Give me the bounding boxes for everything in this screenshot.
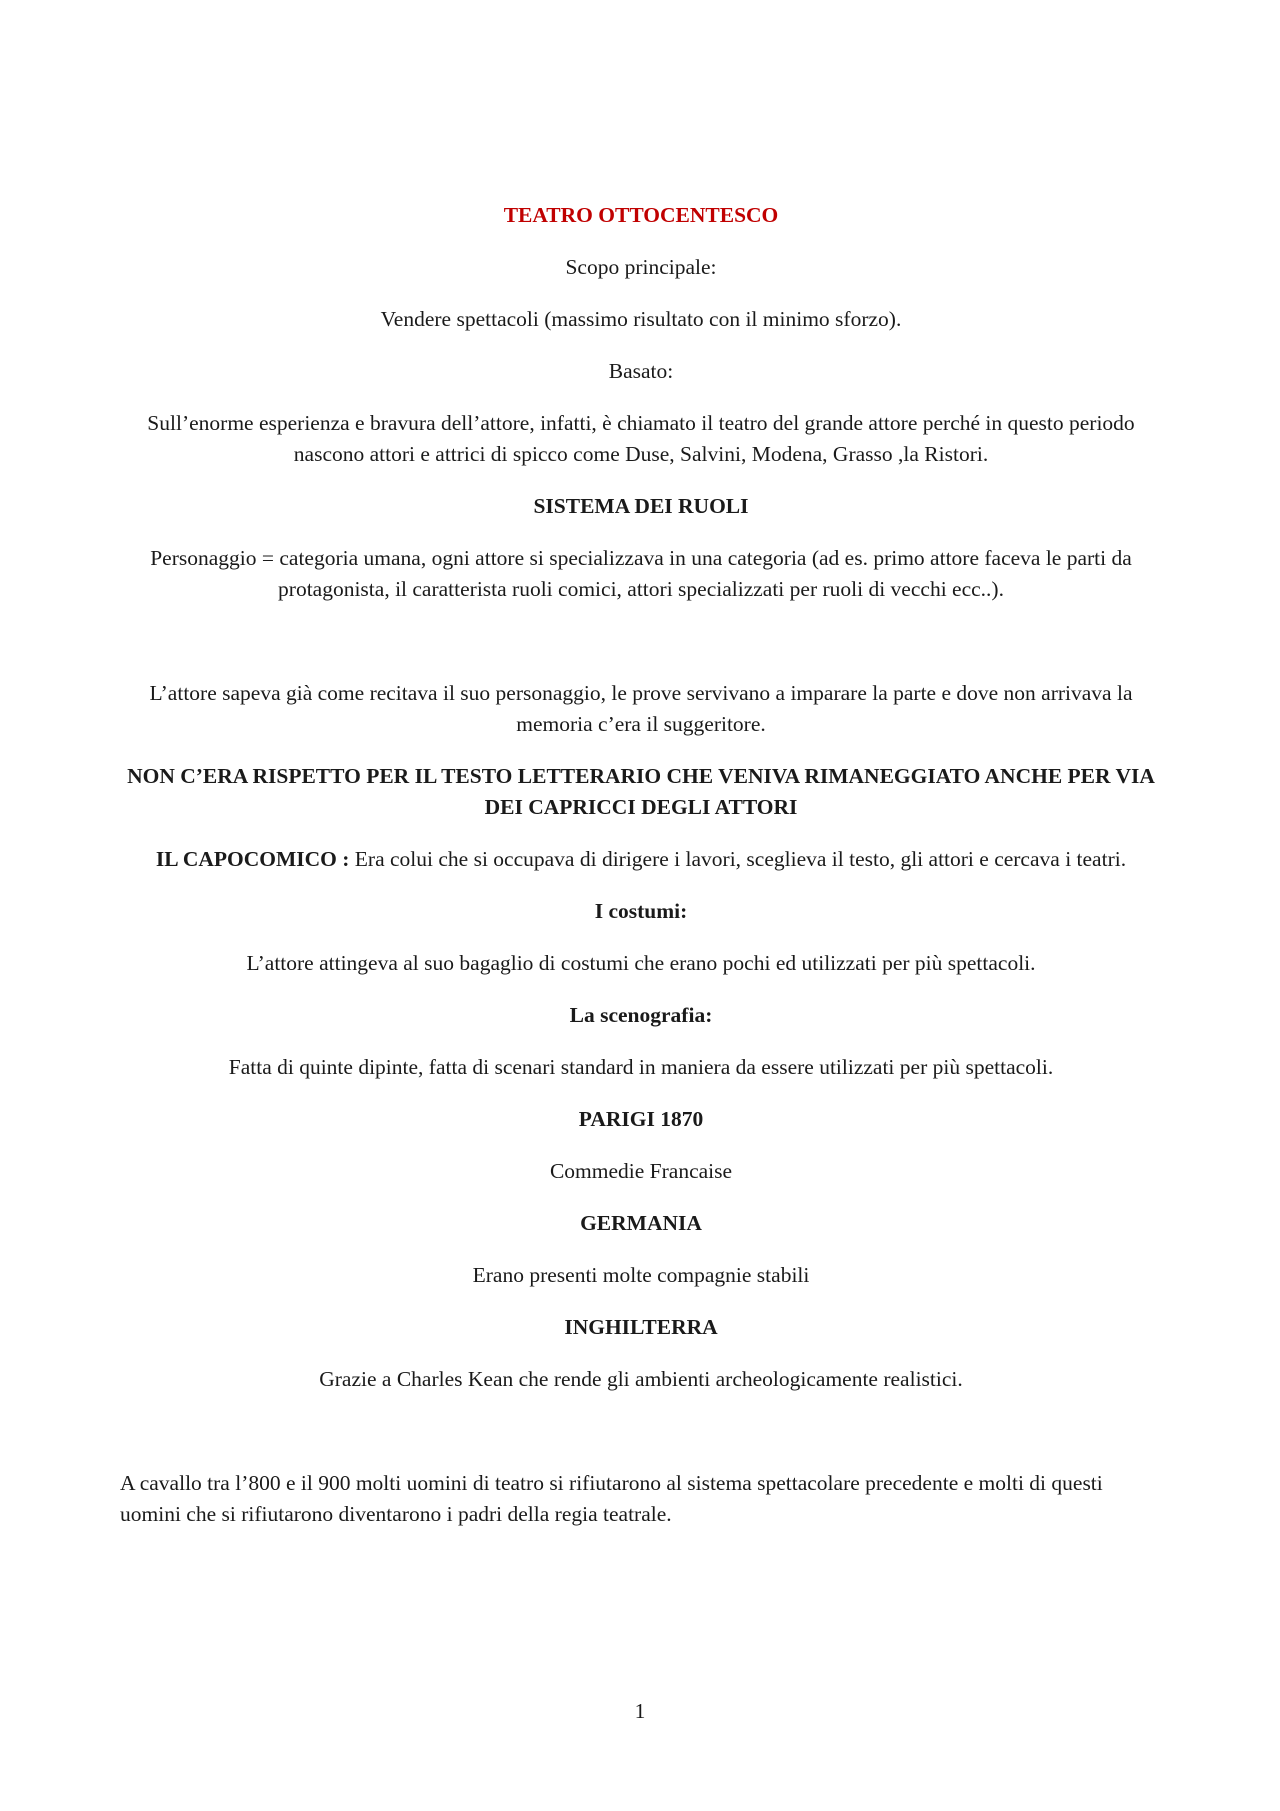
- capocomico-label: IL CAPOCOMICO :: [155, 847, 350, 871]
- inghilterra-heading: INGHILTERRA: [564, 1315, 718, 1339]
- document-body: [120, 200, 1162, 1551]
- scenografia-heading: La scenografia:: [569, 1003, 713, 1027]
- conclusione-text: A cavallo tra l’800 e il 900 molti uomini di teatro si rifiutarono al sistema spettacolare precedente e molti di questi uomini che si rifiutarono diventarono i padri della regia teatrale.: [120, 1471, 1103, 1526]
- document-title: TEATRO OTTOCENTESCO: [503, 203, 779, 227]
- costumi-heading: I costumi:: [594, 899, 688, 923]
- scopo-label: Scopo principale:: [565, 255, 717, 279]
- inghilterra-text: Grazie a Charles Kean che rende gli ambienti archeologicamente realistici.: [319, 1367, 963, 1391]
- rispetto-text: NON C’ERA RISPETTO PER IL TESTO LETTERARIO CHE VENIVA RIMANEGGIATO ANCHE PER VIA DEI CAPRICCI DEGLI ATTORI: [127, 764, 1155, 819]
- ruoli-text: Personaggio = categoria umana, ogni attore si specializzava in una categoria (ad es. primo attore faceva le parti da protagonista, il caratterista ruoli comici, attori specializzati per ruoli di vecchi ecc..).: [150, 546, 1132, 601]
- basato-label: Basato:: [608, 359, 674, 383]
- germania-text: Erano presenti molte compagnie stabili: [472, 1263, 810, 1287]
- attore-text: L’attore sapeva già come recitava il suo personaggio, le prove servivano a imparare la parte e dove non arrivava la memoria c’era il suggeritore.: [149, 681, 1133, 736]
- costumi-text: L’attore attingeva al suo bagaglio di costumi che erano pochi ed utilizzati per più spettacoli.: [246, 951, 1036, 975]
- ruoli-heading: SISTEMA DEI RUOLI: [533, 494, 749, 518]
- scenografia-text: Fatta di quinte dipinte, fatta di scenari standard in maniera da essere utilizzati per più spettacoli.: [228, 1055, 1054, 1079]
- capocomico-paragraph: [120, 844, 1162, 875]
- capocomico-text: Era colui che si occupava di dirigere i lavori, sceglieva il testo, gli attori e cercava i teatri.: [349, 847, 1127, 871]
- spacer: [120, 1416, 1162, 1468]
- page-number: 1: [634, 1699, 646, 1723]
- spacer: [120, 626, 1162, 678]
- basato-text: Sull’enorme esperienza e bravura dell’attore, infatti, è chiamato il teatro del grande attore perché in questo periodo nascono attori e attrici di spicco come Duse, Salvini, Modena, Grasso ,la Ristori.: [147, 411, 1135, 466]
- germania-heading: GERMANIA: [580, 1211, 702, 1235]
- parigi-heading: PARIGI 1870: [578, 1107, 704, 1131]
- scopo-text: Vendere spettacoli (massimo risultato con il minimo sforzo).: [380, 307, 902, 331]
- parigi-text: Commedie Francaise: [549, 1159, 733, 1183]
